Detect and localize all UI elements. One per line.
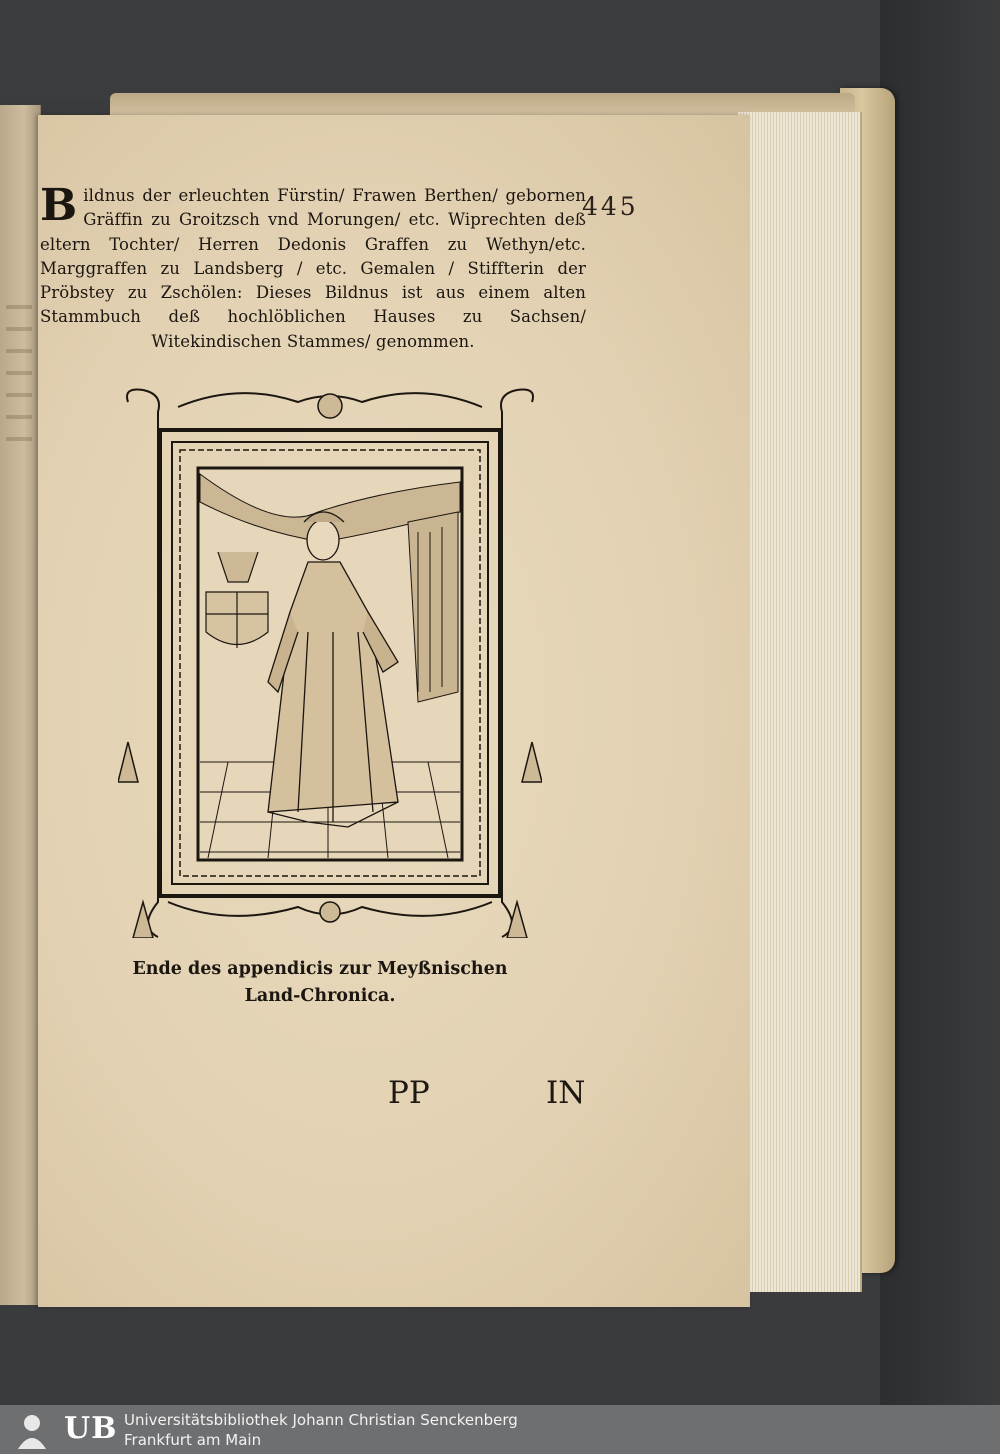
heading-initial: B	[40, 180, 78, 231]
woodcut-illustration	[118, 382, 542, 938]
portrait-logo-icon	[8, 1409, 56, 1449]
logo-text: UB	[64, 1411, 118, 1446]
frame-scroll-left	[127, 390, 159, 938]
library-name: Universitätsbibliothek Johann Christian Senckenberg	[124, 1411, 518, 1429]
frame-mask-ornament	[318, 394, 342, 418]
catchword: IN	[546, 1075, 586, 1111]
heading-text: ildnus der erleuchten Fürstin/ Frawen Berthen/ gebornen Gräffin zu Groitzsch vnd Morungen/ etc. Wiprechten deß eltern Tochter/ Herren Dedonis Graffen zu Wethyn/etc. Marggraffen zu Landsberg / etc. Gemalen / Stiffterin der Pröbstey zu Zschölen: Dieses Bildnus ist aus einem alten Stammbuch deß hochlöblichen Hauses zu Sachsen/ Witekindischen Stammes/ genommen.	[40, 186, 586, 351]
library-logo[interactable]	[8, 1409, 118, 1449]
facing-page-edge	[0, 105, 41, 1305]
library-location: Frankfurt am Main	[124, 1431, 262, 1449]
background-right	[880, 0, 1000, 1405]
footer-bar	[0, 1405, 1000, 1454]
page-number: 445	[582, 192, 639, 221]
frame-scroll-right	[501, 390, 533, 938]
signature-mark: PP	[388, 1075, 430, 1111]
page-heading	[40, 180, 586, 354]
background-top	[0, 0, 1000, 100]
frame-bottom-ornament	[320, 902, 340, 922]
facing-page-ghost	[6, 305, 32, 455]
page-stack	[738, 112, 862, 1292]
closing-text: Ende des appendicis zur Meyßnischen Land-Chronica.	[132, 959, 508, 1006]
catchwords-line	[388, 1075, 598, 1119]
